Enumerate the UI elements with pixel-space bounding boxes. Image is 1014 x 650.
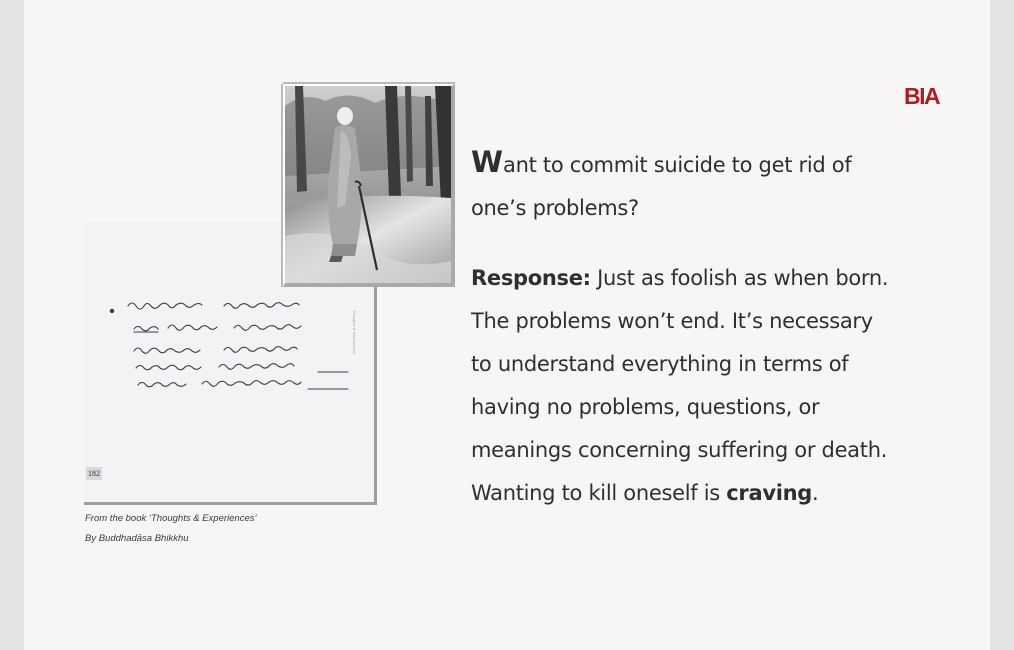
question-initial: W bbox=[471, 145, 503, 179]
monk-photo bbox=[283, 84, 455, 287]
question-line-2: one’s problems? bbox=[471, 196, 639, 220]
caption-author: By Buddhadāsa Bhikkhu bbox=[85, 533, 189, 544]
monk-photo-image bbox=[285, 86, 451, 283]
page-number: 182 bbox=[88, 469, 100, 478]
page bbox=[24, 0, 990, 650]
craving-emphasis: craving bbox=[726, 481, 813, 505]
answer-line-1: Response: Just as foolish as when born. bbox=[471, 266, 889, 290]
question-line-1: Want to commit suicide to get rid of bbox=[471, 145, 852, 179]
answer-line-6: Wanting to kill oneself is craving. bbox=[471, 481, 819, 505]
response-label: Response: bbox=[471, 266, 591, 290]
answer-text bbox=[471, 257, 941, 515]
answer-line-4: having no problems, questions, or bbox=[471, 395, 820, 419]
answer-line-2: The problems won’t end. It’s necessary bbox=[471, 309, 873, 333]
spine-text: Thoughts & Experiences bbox=[352, 310, 357, 354]
caption-source: From the book ‘Thoughts & Experiences’ bbox=[85, 513, 257, 524]
answer-line-5: meanings concerning suffering or death. bbox=[471, 438, 888, 462]
answer-line-3: to understand everything in terms of bbox=[471, 352, 849, 376]
question-text bbox=[471, 141, 951, 230]
bia-logo: BIA bbox=[904, 83, 940, 109]
